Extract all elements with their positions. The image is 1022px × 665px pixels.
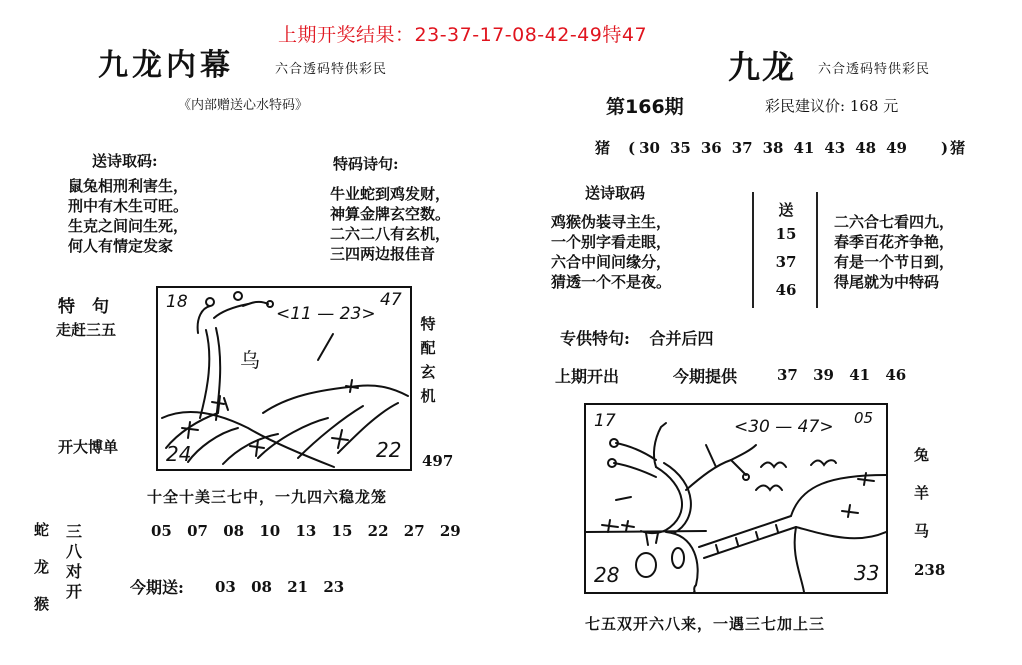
corner-tr-number: 47 — [380, 290, 402, 310]
right-drawing — [584, 403, 888, 594]
range-label: <30 — 47> — [734, 417, 834, 437]
poem-line: 二六二八有玄机， — [330, 225, 451, 243]
last-result-banner — [278, 20, 647, 47]
right-slogan: 七五双开六八来，一遇三七加上三 — [585, 615, 826, 633]
poem-line: 三四两边报佳音 — [330, 245, 436, 263]
poem-line: 猜透一个不是夜。 — [551, 273, 672, 291]
divider-right — [816, 192, 818, 308]
poem-line: 春季百花齐争艳， — [834, 233, 955, 251]
right-poem1-heading: 送诗取码 — [585, 184, 646, 202]
poem-line: 六合中间问缘分， — [551, 253, 672, 271]
pair-vertical: 三 八 对 开 — [66, 522, 83, 601]
right-poem1 — [551, 212, 671, 292]
last-result-label: 上期开奖结果： — [278, 24, 415, 46]
poem-line: 鼠兔相刑利害生， — [68, 177, 189, 195]
range-label: <11 — 23> — [276, 304, 376, 324]
pig-row: 猪 ( 30 35 36 37 38 41 43 48 49 ) 猪 — [595, 139, 966, 157]
poem-line: 牛业蛇到鸡发财， — [330, 185, 451, 203]
poem-line: 生克之间问生死， — [68, 217, 189, 235]
last-out-label: 上期开出 — [555, 367, 620, 386]
corner-bl-number: 28 — [594, 563, 620, 587]
corner-br-number: 22 — [376, 438, 402, 462]
left-side-number: 497 — [422, 452, 454, 470]
poem-line: 神算金牌玄空数。 — [330, 205, 451, 223]
poem-line: 一个别字看走眼， — [551, 233, 672, 251]
right-title: 九龙 — [728, 48, 797, 86]
corner-tr-number: 05 — [854, 409, 874, 427]
left-drawing — [156, 286, 412, 471]
left-poem1-heading: 送诗取码: — [92, 152, 158, 170]
poem-line: 鸡猴伪装寻主生， — [551, 213, 672, 231]
last-result-numbers: 23-37-17-08-42-49 — [414, 24, 603, 46]
corner-tl-number: 18 — [166, 292, 188, 312]
poem-line: 二六合七看四九， — [834, 213, 955, 231]
right-poem2 — [834, 212, 954, 292]
special-number: 47 — [621, 24, 648, 46]
right-side-number: 238 — [914, 561, 946, 579]
issue-number: 第166期 — [606, 96, 684, 118]
divider-left — [752, 192, 754, 308]
provide-number-list: 37 39 41 46 — [777, 366, 907, 384]
provide-label: 今期提供 — [673, 367, 738, 386]
left-poem2 — [330, 184, 450, 264]
left-tagline: 《内部赠送心水特码》 — [178, 98, 309, 113]
today-number-list: 03 08 21 23 — [215, 578, 345, 596]
poem-line: 得尾就为中特码 — [834, 273, 940, 291]
poem-line: 有是一个节日到， — [834, 253, 955, 271]
left-side-vertical: 特 配 玄 机 — [420, 315, 436, 405]
today-label: 今期送: — [130, 578, 184, 597]
right-side-vertical: 兔 羊 马 — [914, 446, 930, 540]
center-char: 乌 — [240, 348, 260, 372]
corner-br-number: 33 — [854, 561, 880, 585]
corner-tl-number: 17 — [594, 411, 616, 431]
corner-bl-number: 24 — [166, 442, 192, 466]
left-special-text: 走赶三五 — [56, 321, 117, 339]
zodiac-vertical: 蛇 龙 猴 — [34, 521, 50, 613]
special-phrase: 专供特句: 合并后四 — [560, 329, 714, 348]
left-subtitle: 六合透码特供彩民 — [275, 62, 388, 77]
left-poem1 — [68, 176, 188, 256]
left-number-list: 05 07 08 10 13 15 22 27 29 — [151, 522, 461, 540]
send-column: 送 15 37 46 — [775, 201, 797, 299]
left-poem2-heading: 特码诗句: — [333, 155, 399, 173]
left-bottom-text: 开大博单 — [58, 438, 119, 456]
price: 彩民建议价: 168 元 — [765, 97, 899, 115]
left-special-heading: 特 句 — [58, 297, 109, 317]
right-subtitle: 六合透码特供彩民 — [818, 62, 931, 77]
poem-line: 刑中有木生可旺。 — [68, 197, 189, 215]
left-title: 九龙内幕 — [98, 48, 234, 83]
left-slogan: 十全十美三七中，一九四六稳龙笼 — [147, 488, 388, 506]
poem-line: 何人有情定发家 — [68, 237, 174, 255]
special-label: 特 — [602, 24, 622, 46]
